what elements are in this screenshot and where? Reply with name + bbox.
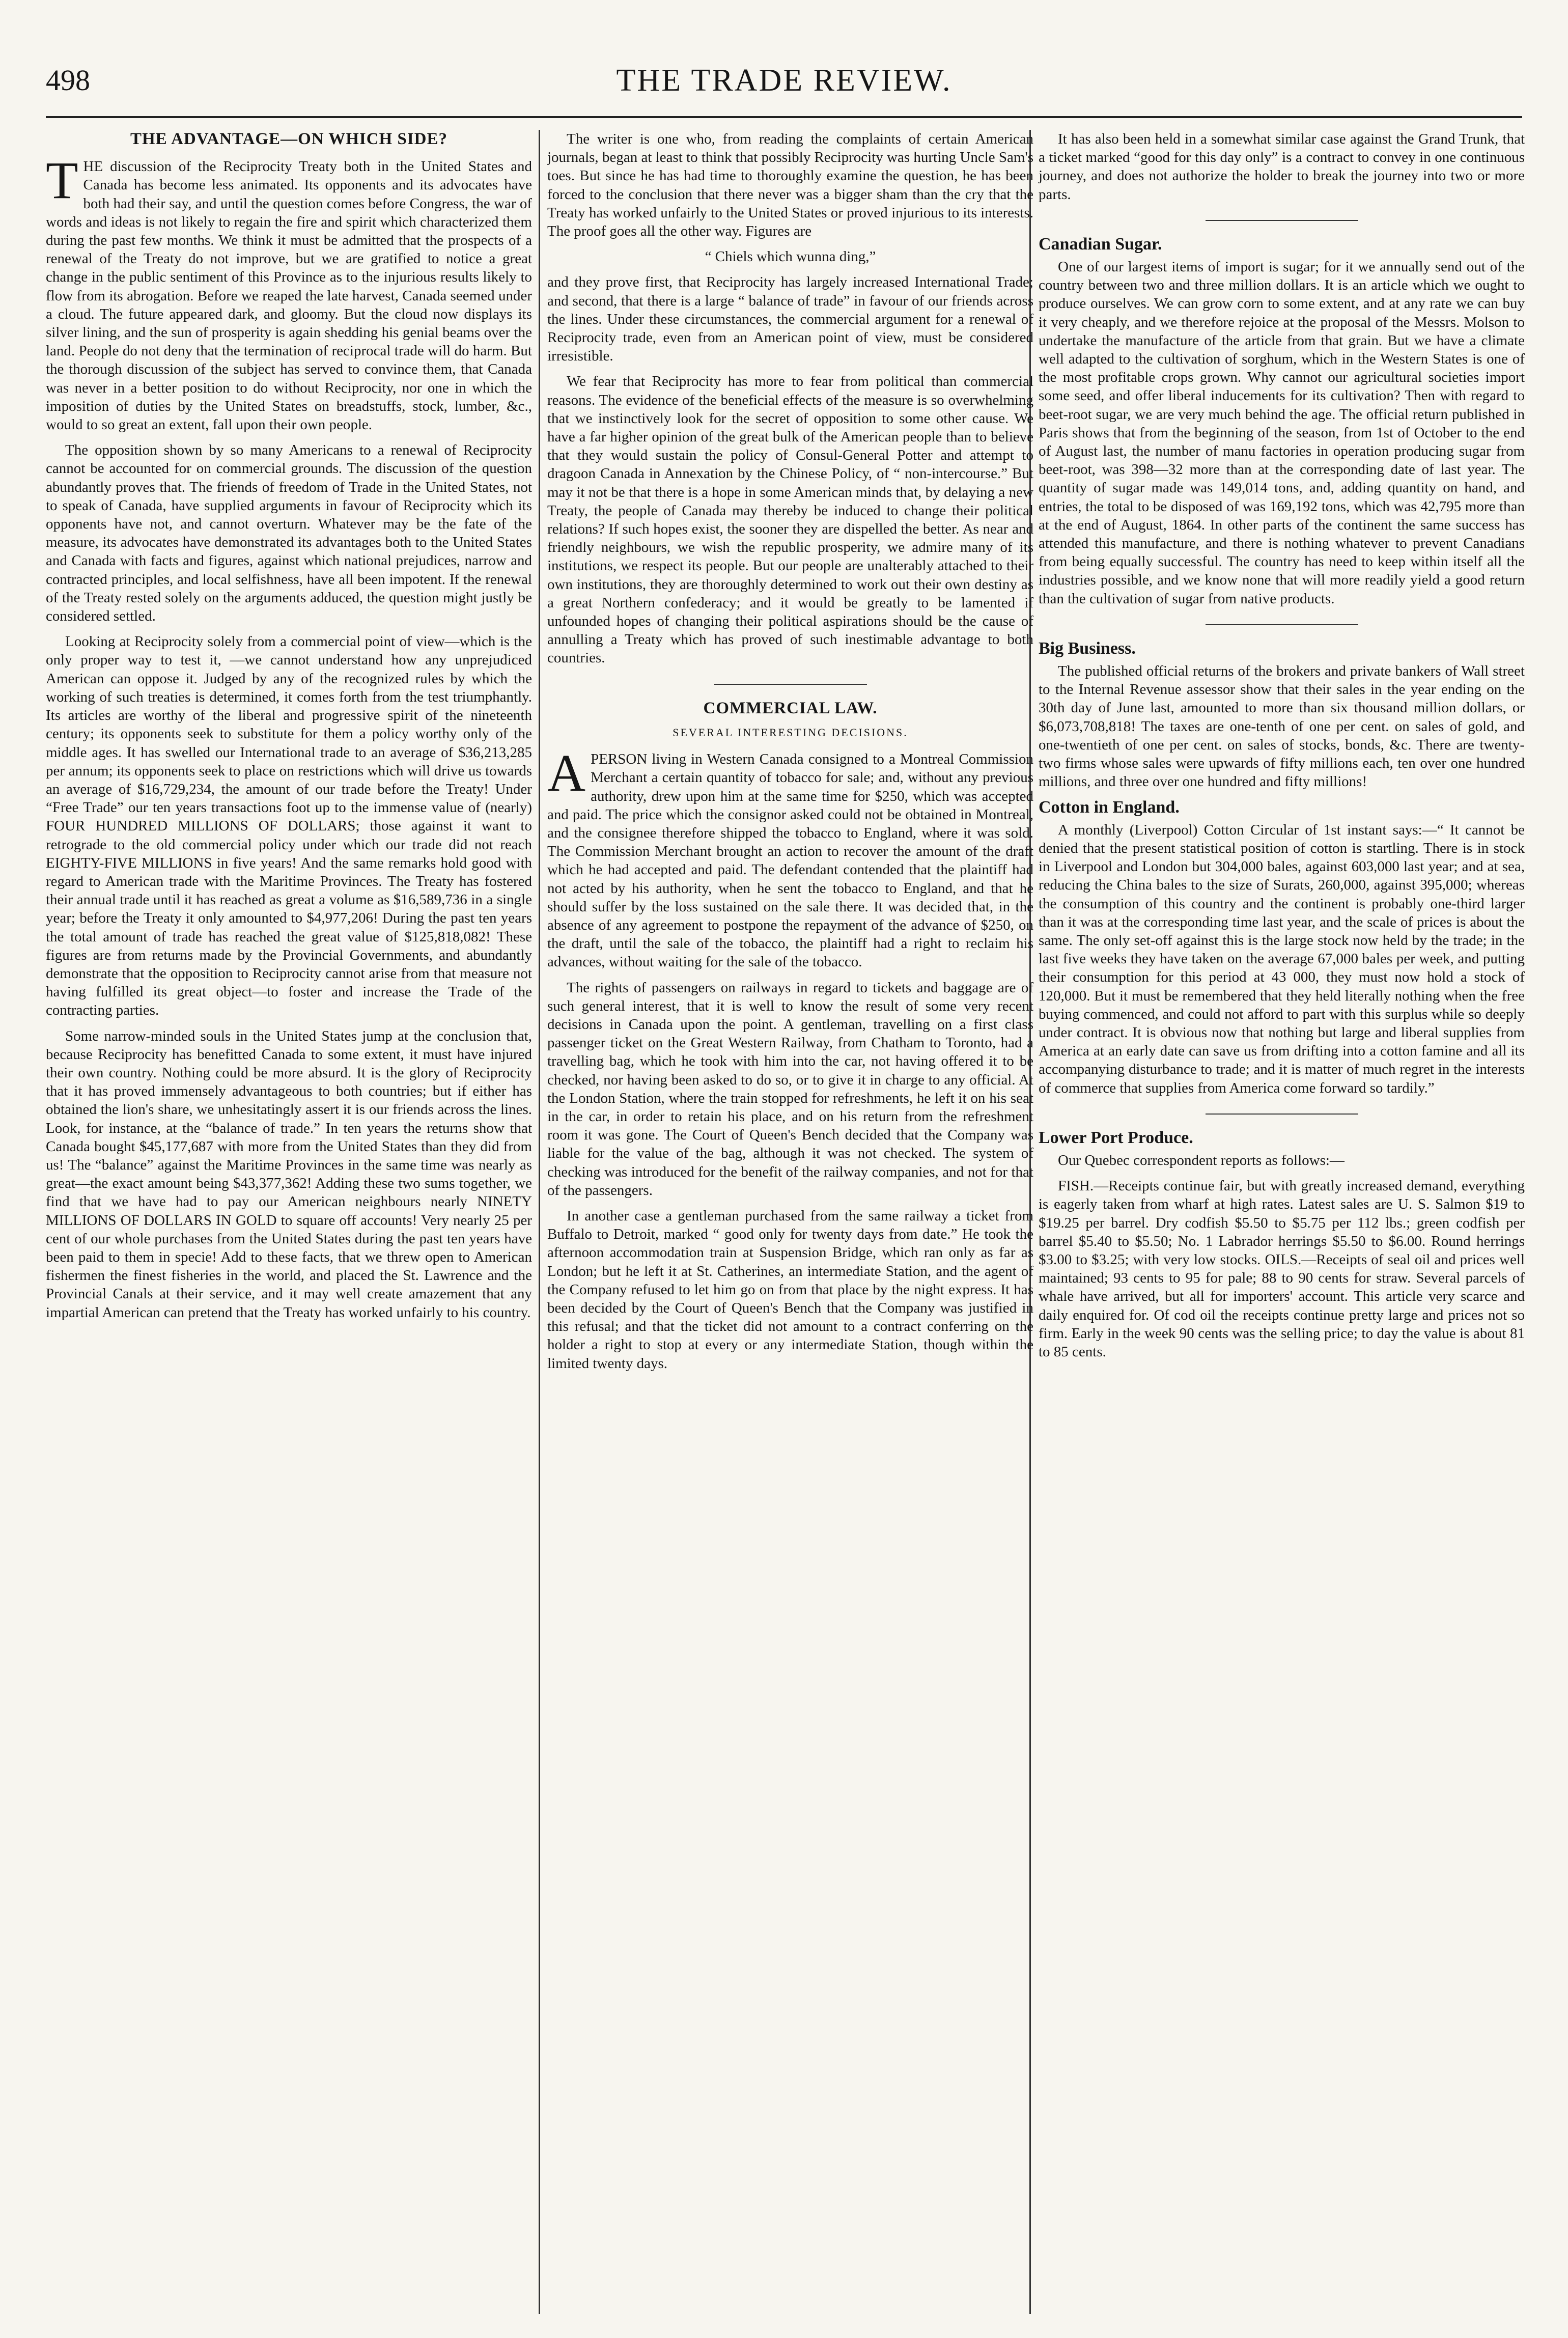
- paragraph: One of our largest items of import is sugar; for it we annually send out of the country between two and three million dollars. It is an article which we ought to produce ourselves. We can grow corn to some extent, and at any rate we can buy it very cheaply, and we therefore rejoice at the proposal of the Messrs. Molson to undertake the manufacture of the article from that grain. But we have a climate well adapted to the cultivation of sorghum, which in the Western States is one of the most profitable crops grown. Why cannot our agricultural societies import some seed, and offer liberal inducements for its cultivation? Then with regard to beet-root sugar, we are very much behind the age. The official return published in Paris shows that from the beginning of the season, from 1st of October to the end of August last, the number of manu factories in operation producing sugar from beet-root, was 398—32 more than at the corresponding date of last year. The quantity of sugar made was 149,014 tons, and, adding quantity on hand, and entries, the total to be disposed of was 169,192 tons, which was 42,795 more than at the end of August, 1864. In other parts of the continent the same success has attended this manufacture, and there is nothing whatever to prevent Canadians from being equally successful. The country has need to keep within itself all the industries possible, and we know none that will more readily yield a good return than the cultivation of sugar from native products.: [1039, 259, 1525, 607]
- page-header: [46, 60, 1522, 118]
- paragraph: We fear that Reciprocity has more to fear from political than commercial reasons. The evidence of the beneficial effects of the measure is so overwhelming that we instinctively look for the secret of opposition to some other cause. We have a far higher opinion of the great bulk of the American people than to believe that they would sustain the policy of Consul-General Potter and attempt to dragoon Canada in Annexation by the Chinese Policy, of “ non-intercourse.” But may it not be that there is a hope in some American minds that, by delaying a new Treaty, the people of Canada may thereby be induced to change their political relations? If such hopes exist, the sooner they are dispelled the better. As near and friendly neighbours, we wish the republic prosperity, we admire many of its institutions, we respect its people. But our people are unalterably attached to their own institutions, they are thoroughly determined to work out their own destiny as a great Northern confederacy; and it would be greatly to be lamented if unfounded hopes of changing their political aspirations should be the cause of annulling a Treaty which has proved of such inestimable advantage to both countries.: [547, 373, 1033, 666]
- paragraph: The published official returns of the brokers and private bankers of Wall street to the Internal Revenue assessor show that their sales in the year ending on the 30th day of June last, amounted to more than six thousand million dollars, or $6,073,708,818! The taxes are one-tenth of one per cent. on sales of gold, and one-twentieth of one per cent. on sales of stocks, bonds, &c. There are twenty-two firms whose sales were upwards of fifty millions each, ten over one hundred millions, and three over one hundred and fifty millions!: [1039, 663, 1525, 790]
- paragraph: The rights of passengers on railways in regard to tickets and baggage are of such general interest, that it is well to know the result of some very recent decisions in Canada upon the point. A gentleman, travelling on a first class passenger ticket on the Great Western Railway, from Chatham to Toronto, had a travelling bag, which he took with him into the car, not having offered it to be checked, nor having been asked to do so, or to give it in charge to any official. At the London Station, where the train stopped for refreshments, he left it on his seat in the car, in order to retain his place, and on his return from the refreshment room it was gone. The Court of Queen's Bench decided that the Company was liable for the value of the bag, although it was not checked. The system of checking was introduced for the benefit of the railway companies, and not for that of the passengers.: [547, 979, 1033, 1199]
- section-divider: [1206, 1114, 1358, 1115]
- section-heading-port-produce: Lower Port Produce.: [1039, 1128, 1193, 1147]
- page-number: 498: [46, 64, 90, 97]
- page-title: THE TRADE REVIEW.: [616, 63, 952, 98]
- paragraph: The writer is one who, from reading the complaints of certain American journals, began at least to think that possibly Reciprocity was hurting Uncle Sam's toes. But since he has had time to thoroughly examine the question, he has been forced to the conclusion that there never was a bigger sham than the cry that the Treaty has worked unfairly to the United States or proved injurious to its interests. The proof goes all the other way. Figures are: [547, 131, 1033, 240]
- section-divider: [1206, 624, 1358, 625]
- section-divider: [714, 684, 867, 685]
- column-3: [1039, 130, 1525, 1368]
- paragraph: Looking at Reciprocity solely from a commercial point of view—which is the only proper way to test it, —we cannot understand how any unprejudiced American can oppose it. Judged by any of the recognized rules by which the working of such treaties is determined, it comes forth from the test triumphantly. Its articles are worthy of the liberal and progressive spirit of the nineteenth century; its opponents seek to substitute for them a policy worthy only of the middle ages. It has swelled our International trade to an average of $36,213,285 per annum; its opponents seek to place on restrictions which will drive us towards an average of $16,729,234, the amount of our trade before the Treaty! Under “Free Trade” our ten years transactions foot up to the immense value of (nearly) FOUR HUNDRED MILLIONS OF DOLLARS; those against it want to retrograde to the old commercial policy under which our trade did not reach EIGHTY-FIVE MILLIONS in five years! And the same remarks hold good with regard to American trade with the Maritime Provinces. The Treaty has fostered their annual trade until it has reached as great a volume as $16,589,736 in a single year; before the Treaty it only amounted to $4,977,206! During the past ten years the total amount of trade has reached the great value of $125,818,082! These figures are from returns made by the Provincial Governments, and abundantly demonstrate that the opposition to Reciprocity cannot arise from that measure not having fulfilled its great object—to foster and increase the Trade of the contracting parties.: [46, 633, 532, 1019]
- paragraph: A monthly (Liverpool) Cotton Circular of 1st instant says:—“ It cannot be denied that the present statistical position of cotton is startling. There is in stock in Liverpool and London but 304,000 bales, against 603,000 last year; and at sea, reducing the China bales to the size of Surats, 260,000, against 395,000; whereas the consumption of this country and the continent is probably one-third larger than it was at the corresponding time last year, and the scale of prices is about the same. The only set-off against this is the large stock now held by the trade; in the last five weeks they have taken on the average 67,000 bales per week, and putting their consumption for this period at 43 000, they must now hold a stock of 120,000. But it must be remembered that they held literally nothing when the free buying commenced, and could not afford to part with this surplus while so deeply under contract. It is obvious now that nothing but large and liberal supplies from America at an early date can save us from drifting into a cotton famine and all its accompanying disturbance to trade; and it is matter of much regret in the interests of commerce that supplies from America come forward so tardily.”: [1039, 821, 1525, 1096]
- column-2: [547, 130, 1033, 1380]
- article-heading-commercial-law: COMMERCIAL LAW.: [703, 699, 878, 717]
- paragraph: FISH.—Receipts continue fair, but with greatly increased demand, everything is eagerly taken from wharf at high rates. Latest sales are U. S. Salmon $19 to $19.25 per barrel. Dry codfish $5.50 to $5.75 per 112 lbs.; green codfish per barrel $5.40 to $5.50; No. 1 Labrador herrings $5.50 to $6.00. Round herrings $3.00 to $3.25; with very low stocks. OILS.—Receipts of seal oil and prices well maintained; 93 cents to 95 for pale; 88 to 90 cents for straw. Several parcels of whale have arrived, but all for importers' account. This article very scarce and daily enquired for. Of cod oil the receipts continue pretty large and prices not so firm. Early in the week 90 cents was the selling price; to day the value is about 81 to 85 cents.: [1039, 1178, 1525, 1360]
- paragraph: APERSON living in Western Canada consigned to a Montreal Commission Merchant a certain quantity of tobacco for sale; and, without any previous authority, drew upon him at the same time for $250, which was accepted and paid. The price which the consignor asked could not be obtained in Montreal, and the consignee therefore shipped the tobacco to England, where it was sold. The Commission Merchant brought an action to recover the amount of the draft which he had accepted and paid. The defendant contended that the plaintiff had not acted by his authority, when he sent the tobacco to England, and that he should suffer by the loss sustained on the sale there. It was decided that, in the absence of any agreement to postpone the repayment of the advance of $250, on the draft, until the sale of the tobacco, the plaintiff had a right to reclaim his advances, without waiting for the sale of the tobacco.: [547, 744, 1033, 970]
- column-1: [46, 130, 532, 1329]
- article-subheading: SEVERAL INTERESTING DECISIONS.: [673, 726, 908, 739]
- paragraph: and they prove first, that Reciprocity has largely increased International Trade; and second, that there is a large “ balance of trade” in favour of our friends across the lines. Under these circumstances, the commercial argument for a renewal of Reciprocity trade, even from an American point of view, must be considered irresistible.: [547, 274, 1033, 365]
- paragraph: Our Quebec correspondent reports as follows:—: [1058, 1152, 1345, 1168]
- paragraph: Some narrow-minded souls in the United States jump at the conclusion that, because Reciprocity has benefitted Canada to some extent, it must have injured their own country. Nothing could be more absurd. It is the glory of Reciprocity that it has proved immensely advantageous to both countries; but if either has obtained the lion's share, we unhesitatingly assert it is our friends across the lines. Look, for instance, at the “balance of trade.” In ten years the returns show that Canada bought $45,177,687 with more from the United States than they did from us! The “balance” against the Maritime Provinces in the same time was nearly as great—the exact amount being $43,377,362! Adding these two sums together, we find that we have had to pay our American neighbours nearly NINETY MILLIONS OF DOLLARS IN GOLD to square off accounts! Very nearly 25 per cent of our whole purchases from the United States during the past ten years have been paid to them in specie! Add to these facts, that we threw open to American fishermen the finest fisheries in the world, and placed the St. Lawrence and the Provincial Canals at their service, and it may well create amazement that any impartial American can pretend that the Treaty has worked unfairly to his country.: [46, 1027, 532, 1321]
- section-divider: [1206, 220, 1358, 221]
- section-heading-big-business: Big Business.: [1039, 638, 1136, 658]
- paragraph: In another case a gentleman purchased from the same railway a ticket from Buffalo to Detroit, marked “ good only for twenty days from date.” He took the afternoon accommodation train at Suspension Bridge, which ran only as far as London; but he left it at St. Catherines, an intermediate Station, and the agent of the Company refused to let him go on from that place by the night express. It has been decided by the Court of Queen's Bench that the Company was justified in this refusal; and that the ticket did not amount to a contract conferring on the holder a right to stop at every or any intermediate Station, though within the limited twenty days.: [547, 1207, 1033, 1372]
- section-heading-cotton: Cotton in England.: [1039, 797, 1180, 817]
- paragraph: It has also been held in a somewhat similar case against the Grand Trunk, that a ticket marked “good for this day only” is a contract to convey in one continuous journey, and does not authorize the holder to break the journey into two or more parts.: [1039, 131, 1525, 203]
- section-heading-sugar: Canadian Sugar.: [1039, 234, 1162, 254]
- column-divider: [539, 130, 540, 2314]
- paragraph: THE discussion of the Reciprocity Treaty both in the United States and Canada has become less animated. Its opponents and its advocates have both had their say, and until the question comes before Congress, the war of words and ideas is not likely to regain the fire and spirit which characterized them during the past few months. We think it must be admitted that the prospects of a renewal of the Treaty do not improve, but we are gratified to notice a great change in the public sentiment of this Province as to the injurious results likely to flow from its abrogation. Before we reaped the late harvest, Canada seemed under a cloud. The future appeared dark, and gloomy. But the cloud now displays its silver lining, and the sun of prosperity is again shedding his genial beams over the land. People do not deny that the termination of reciprocal trade will do harm. But the thorough discussion of the subject has served to convince them, that Canada was never in a better position to do without Reciprocity, nor one in which the imposition of duties by the United States on breadstuffs, stock, lumber, &c., would to so great an extent, fall upon their own people.: [46, 151, 532, 433]
- paragraph: The opposition shown by so many Americans to a renewal of Reciprocity cannot be accounted for on commercial grounds. The discussion of the question abundantly proves that. The friends of freedom of Trade in the United States, not to speak of Canada, have supplied arguments in favour of Reciprocity which its opponents have not, and cannot overturn. Whatever may be the fate of the measure, its advocates have demonstrated its advantages both to the United States and Canada with facts and figures, against which national prejudices, narrow and contracted principles, and local selfishness, have all been impotent. If the renewal of the Treaty rested solely on the arguments adduced, the question might justly be considered settled.: [46, 442, 532, 625]
- article-heading-advantage: THE ADVANTAGE—ON WHICH SIDE?: [130, 130, 448, 148]
- quote: “ Chiels which wunna ding,”: [705, 248, 876, 265]
